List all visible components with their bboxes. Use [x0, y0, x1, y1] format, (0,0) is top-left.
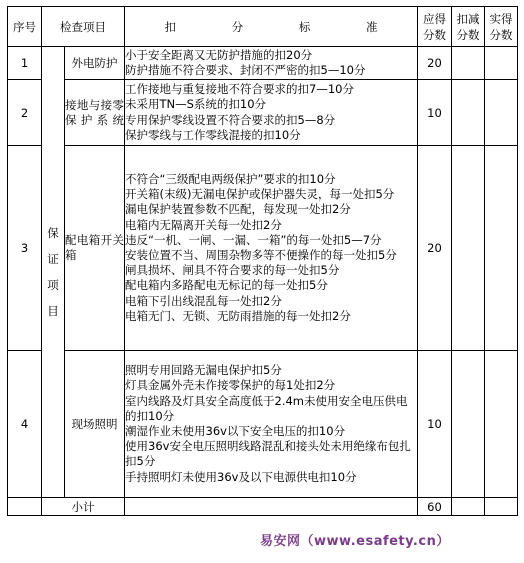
criteria-line: 防护措施不符合要求、封闭不严密的扣5—10分 [125, 63, 366, 77]
row-score: 10 [418, 351, 452, 498]
criteria-line: 潮湿作业未使用36v以下安全电压的扣10分 [125, 424, 346, 438]
subtotal-score: 60 [418, 498, 452, 516]
subtotal-no [8, 498, 42, 516]
row-item: 外电防护 [65, 47, 125, 80]
header-no: 序号 [8, 7, 42, 47]
header-criteria-text: 扣 分 标 准 [164, 19, 404, 34]
criteria-line: 工作接地与重复接地不符合要求的扣7—10分 [125, 82, 354, 97]
criteria-line: 电箱下引出线混乱每一处扣2分 [125, 293, 282, 308]
criteria-line: 照明专用回路无漏电保护扣5分 [125, 363, 282, 378]
criteria-line: 使用36v安全电压照明线路混乱和接头处未用绝缘布包扎扣5分 [125, 439, 411, 469]
row-deduct [452, 146, 485, 351]
criteria-line: 电箱内无隔离开关每一处扣2分 [125, 217, 282, 232]
row-actual [485, 80, 518, 146]
row-no: 2 [8, 80, 42, 146]
row-actual [485, 146, 518, 351]
criteria-line: 漏电保护装置参数不匹配，每发现一处扣2分 [125, 202, 351, 217]
criteria-line: 手持照明灯未使用36v及以下电源供电扣10分 [125, 469, 357, 484]
row-criteria [125, 351, 418, 498]
row-criteria [125, 80, 418, 146]
group-label: 保证项目 [42, 47, 65, 498]
row-actual [485, 47, 518, 80]
row-score: 20 [418, 47, 452, 80]
criteria-line: 室内线路及灯具安全高度低于2.4m未使用安全电压供电的扣10分 [125, 393, 408, 423]
criteria-line: 不符合“三级配电两级保护”要求的扣10分 [125, 171, 336, 186]
row-no: 3 [8, 146, 42, 351]
criteria-line: 保护零线与工作零线混接的扣10分 [125, 127, 301, 142]
header-item: 检查项目 [42, 7, 125, 47]
header-criteria [125, 7, 418, 47]
row-item: 现场照明 [65, 351, 125, 498]
subtotal-criteria [125, 498, 418, 516]
subtotal-actual [485, 498, 518, 516]
table-row [8, 47, 518, 80]
row-criteria [125, 146, 418, 351]
table-row [8, 351, 518, 498]
criteria-line: 小于安全距离又无防护措施的扣20分 [125, 47, 313, 62]
header-row [8, 7, 518, 47]
header-deduct: 扣减分数 [452, 7, 485, 47]
criteria-line: 闸具损坏、闸具不符合要求的每一处扣5分 [125, 263, 340, 278]
criteria-line: 违反“一机、一闸、一漏、一箱”的每一处扣5—7分 [125, 232, 382, 247]
row-item: 接地与接零保护系统 [65, 80, 125, 146]
row-actual [485, 351, 518, 498]
row-deduct [452, 80, 485, 146]
criteria-line: 安装位置不当、周围杂物多等不便操作的每一处扣5分 [125, 248, 397, 262]
row-criteria [125, 47, 418, 80]
row-deduct [452, 351, 485, 498]
table-row [8, 80, 518, 146]
criteria-line: 电箱无门、无锁、无防雨措施的每一处扣2分 [125, 308, 351, 323]
row-score: 20 [418, 146, 452, 351]
criteria-line: 配电箱内多路配电无标记的每一处扣5分 [125, 278, 328, 293]
row-deduct [452, 47, 485, 80]
criteria-line: 灯具金属外壳未作接零保护的每1处扣2分 [125, 378, 336, 393]
criteria-line: 专用保护零线设置不符合要求的扣5—8分 [125, 112, 336, 127]
subtotal-row [8, 498, 518, 516]
header-score: 应得分数 [418, 7, 452, 47]
criteria-line: 未采用TN—S系统的扣10分 [125, 97, 267, 112]
row-no: 1 [8, 47, 42, 80]
criteria-line: 开关箱(末级)无漏电保护或保护器失灵，每一处扣5分 [125, 187, 395, 202]
header-actual: 实得分数 [485, 7, 518, 47]
subtotal-deduct [452, 498, 485, 516]
table-row [8, 146, 518, 351]
subtotal-label: 小计 [42, 498, 125, 516]
inspection-table [7, 6, 518, 516]
row-score: 10 [418, 80, 452, 146]
watermark: 易安网（www.esafety.cn） [260, 534, 450, 549]
row-no: 4 [8, 351, 42, 498]
row-item: 配电箱开关箱 [65, 146, 125, 351]
